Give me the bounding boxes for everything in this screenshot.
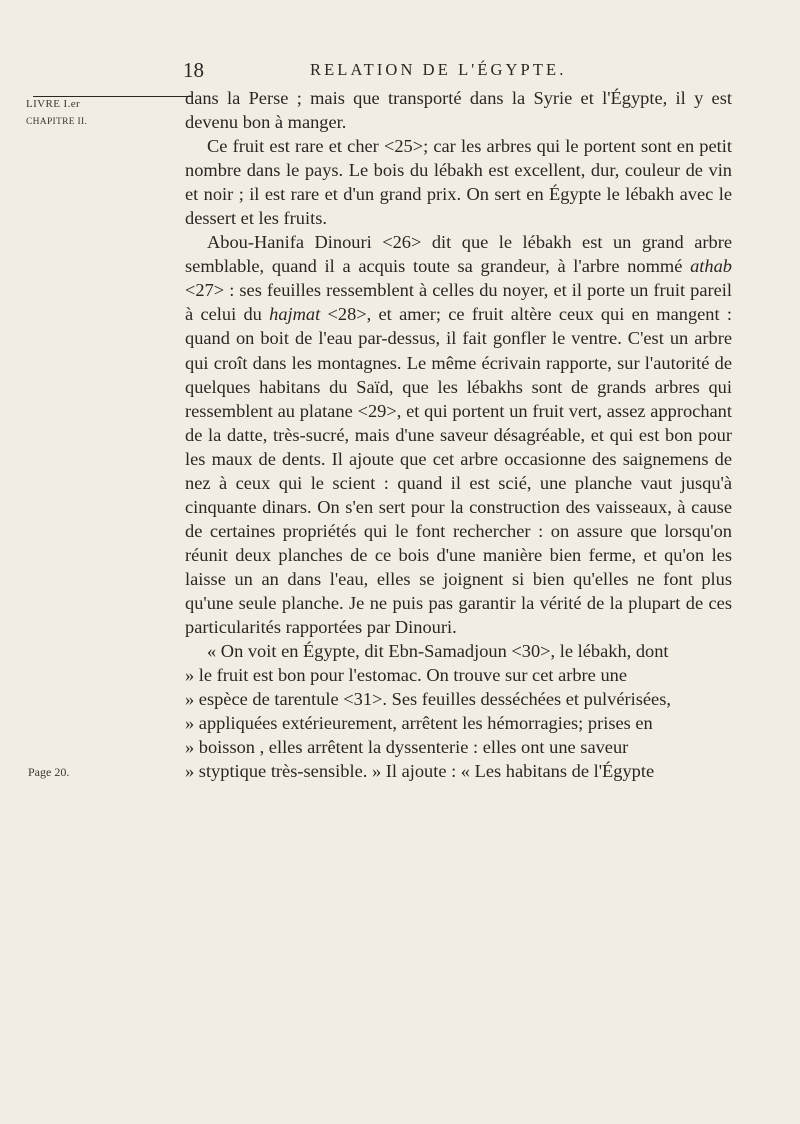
quote-line: » boisson , elles arrêtent la dyssenterie : elles ont une saveur <box>185 737 629 758</box>
body-text <box>185 86 732 783</box>
paragraph-3-part-c: <28>, et amer; ce fruit altère ceux qui en mangent : quand on boit de l'eau par-dessus, il fait gonfler le ventre. C'est un arbre qui croît dans les montagnes. Le même écrivain rapporte, sur l'autorité de quelques habitans du Saïd, que les lébakhs sont de grands arbres qui ressemblent au platane <29>, et qui portent un fruit vert, assez approchant de la datte, très-sucré, mais d'une saveur désagréable, et qui est bon pour les maux de dents. Il ajoute que cet arbre occasionne des saignemens de nez à ceux qui le scient : quand il est scié, une planche vaut jusqu'à cinquante dinars. On s'en sert pour la construction des vaisseaux, à cause de certaines propriétés qui le font rechercher : on assure que lorsqu'on réunit deux planches de ce bois d'une manière bien ferme, et qu'on les laisse un an dans l'eau, elles se joignent si bien qu'elles ne font plus qu'une seule planche. Je ne puis pas garantir la vérité de la plupart de ces particularités rapportées par Dinouri. <box>185 304 732 638</box>
margin-chapitre-label: CHAPITRE II. <box>26 117 88 127</box>
margin-page-reference: Page 20. <box>28 765 70 779</box>
paragraph-1: dans la Perse ; mais que transporté dans la Syrie et l'Égypte, il y est devenu bon à manger. <box>185 88 732 133</box>
term-hajmat: hajmat <box>269 304 321 325</box>
running-title: RELATION DE L'ÉGYPTE. <box>310 60 567 79</box>
quote-line: » espèce de tarentule <31>. Ses feuilles desséchées et pulvérisées, <box>185 689 671 710</box>
page-header <box>0 58 800 82</box>
quote-line: » appliquées extérieurement, arrêtent les hémorragies; prises en <box>185 713 653 734</box>
paragraph-3-part-b: <27> : ses feuilles ressemblent à celles du noyer, et il porte un fruit pareil à celui du <box>185 280 732 325</box>
page-number: 18 <box>183 58 204 82</box>
quotation-paragraph <box>185 639 732 783</box>
quote-line: « On voit en Égypte, dit Ebn-Samadjoun <30>, le lébakh, dont <box>207 641 669 662</box>
margin-livre-label: LIVRE I.er <box>26 98 81 110</box>
quote-line: » styptique très-sensible. » Il ajoute : « Les habitans de l'Égypte <box>185 761 655 782</box>
paragraph-3 <box>185 230 732 639</box>
term-athab: athab <box>690 256 732 277</box>
paragraph-2: Ce fruit est rare et cher <25>; car les arbres qui le portent sont en petit nombre dans le pays. Le bois du lébakh est excellent, dur, couleur de vin et noir ; il est rare et d'un grand prix. On sert en Égypte le lébakh avec le dessert et les fruits. <box>185 136 732 229</box>
margin-rule <box>33 96 193 97</box>
paragraph-3-part-a: Abou-Hanifa Dinouri <26> dit que le lébakh est un grand arbre semblable, quand il a acquis toute sa grandeur, à l'arbre nommé <box>185 232 732 277</box>
quote-line: » le fruit est bon pour l'estomac. On trouve sur cet arbre une <box>185 665 627 686</box>
